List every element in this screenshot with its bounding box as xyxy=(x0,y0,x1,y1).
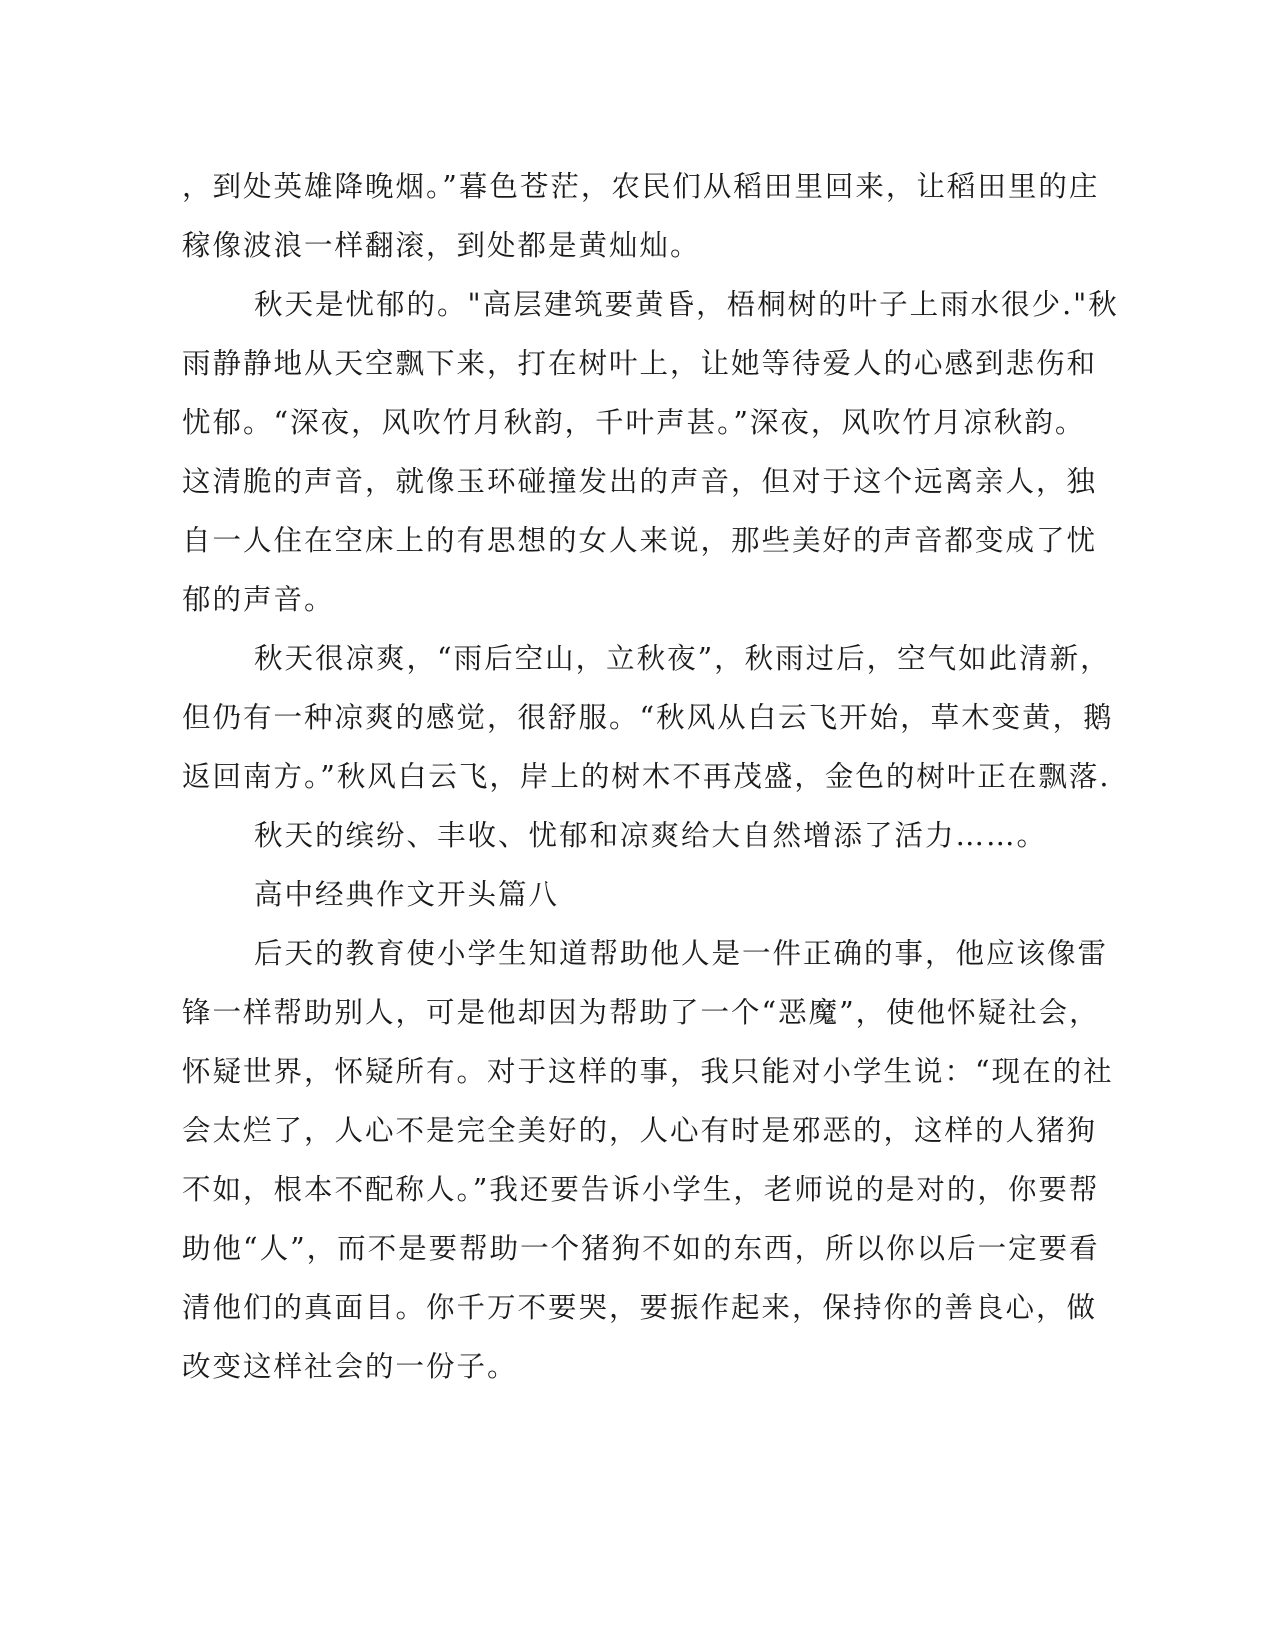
text-line: 忧郁。“深夜，风吹竹月秋韵，千叶声甚。”深夜，风吹竹月凉秋韵。 xyxy=(182,406,1086,439)
text-line: 但仍有一种凉爽的感觉，很舒服。“秋风从白云飞开始，草木变黄，鹅 xyxy=(182,701,1114,734)
text-line: 怀疑世界，怀疑所有。对于这样的事，我只能对小学生说：“现在的社 xyxy=(182,1055,1114,1088)
text-line: 返回南方。”秋风白云飞，岸上的树木不再茂盛，金色的树叶正在飘落. xyxy=(182,760,1111,793)
text-line: 秋天很凉爽，“雨后空山，立秋夜”，秋雨过后，空气如此清新， xyxy=(254,642,1111,675)
text-line: 不如，根本不配称人。”我还要告诉小学生，老师说的是对的，你要帮 xyxy=(182,1173,1100,1206)
text-line: 助他“人”，而不是要帮助一个猪狗不如的东西，所以你以后一定要看 xyxy=(182,1232,1100,1265)
body-text xyxy=(182,157,1119,1396)
text-line: 这清脆的声音，就像玉环碰撞发出的声音，但对于这个远离亲人，独 xyxy=(182,465,1098,498)
text-line: 秋天是忧郁的。"高层建筑要黄昏，梧桐树的叶子上雨水很少."秋 xyxy=(254,288,1119,321)
section-heading: 高中经典作文开头篇八 xyxy=(254,878,560,911)
text-line: ，到处英雄降晚烟。”暮色苍茫，农民们从稻田里回来，让稻田里的庄 xyxy=(182,170,1100,203)
text-line: 雨静静地从天空飘下来，打在树叶上，让她等待爱人的心感到悲伤和 xyxy=(182,347,1098,380)
text-line: 郁的声音。 xyxy=(182,583,335,616)
text-line: 稼像波浪一样翻滚，到处都是黄灿灿。 xyxy=(182,229,701,262)
text-line: 改变这样社会的一份子。 xyxy=(182,1350,518,1383)
text-line: 清他们的真面目。你千万不要哭，要振作起来，保持你的善良心，做 xyxy=(182,1291,1098,1324)
text-line: 后天的教育使小学生知道帮助他人是一件正确的事，他应该像雷 xyxy=(254,937,1109,970)
text-line: 会太烂了，人心不是完全美好的，人心有时是邪恶的，这样的人猪狗 xyxy=(182,1114,1098,1147)
text-line: 自一人住在空床上的有思想的女人来说，那些美好的声音都变成了忧 xyxy=(182,524,1098,557)
text-line: 秋天的缤纷、丰收、忧郁和凉爽给大自然增添了活力……。 xyxy=(254,819,1048,852)
text-line: 锋一样帮助别人，可是他却因为帮助了一个“恶魔”，使他怀疑社会， xyxy=(182,996,1100,1029)
